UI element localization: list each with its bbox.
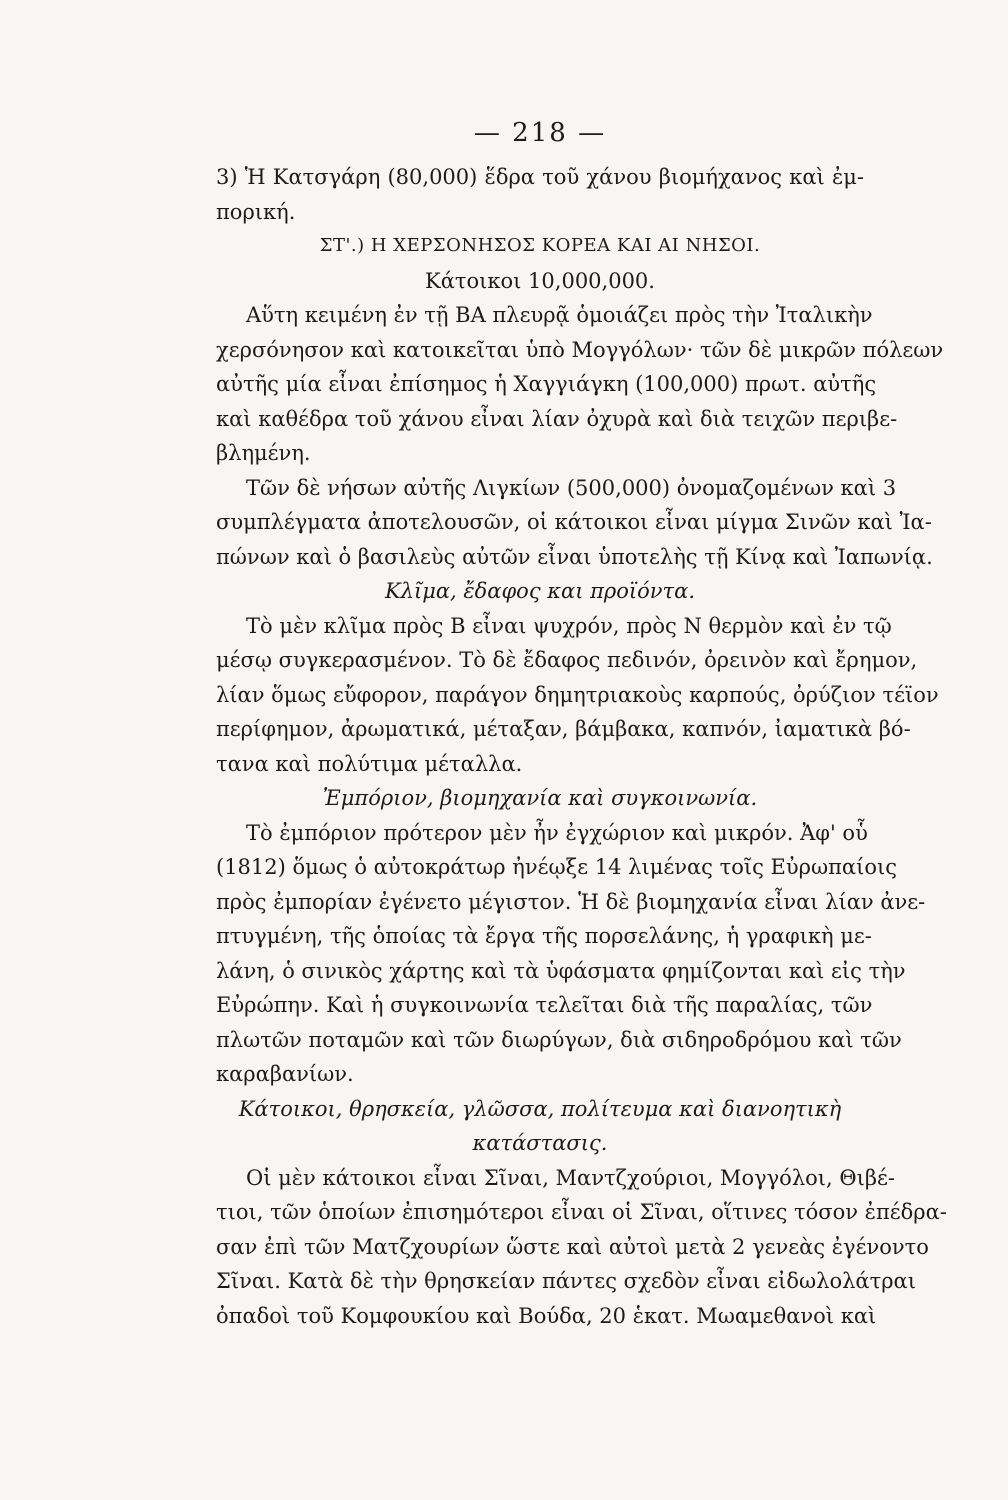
text-line: πορική.: [216, 199, 296, 224]
page-number: — 218 —: [473, 118, 607, 148]
subsection-heading-continued: κατάστασις.: [472, 1131, 608, 1155]
text-line: Τῶν δὲ νήσων αὐτῆς Λιγκίων (500,000) ὀνομαζομένων καὶ 3: [246, 475, 897, 500]
text-line: Αὕτη κειμένη ἐν τῇ ΒΑ πλευρᾷ ὁμοιάζει πρὸς τὴν Ἰταλικὴν: [246, 303, 873, 327]
subsection-heading: Κλῖμα, ἔδαφος και προϊόντα.: [384, 579, 696, 603]
text-line: τανα καὶ πολύτιμα μέταλλα.: [216, 751, 523, 776]
text-line: πλωτῶν ποταμῶν καὶ τῶν διωρύγων, διὰ σιδηροδρόμου καὶ τῶν: [216, 1027, 902, 1052]
text-line: πρὸς ἐμπορίαν ἐγένετο μέγιστον. Ἡ δὲ βιομηχανία εἶναι λίαν ἀνε-: [216, 889, 926, 914]
text-line: καραβανίων.: [216, 1062, 354, 1086]
text-line: περίφημον, ἀρωματικά, μέταξαν, βάμβακα, καπνόν, ἰαματικὰ βό-: [216, 717, 911, 741]
text-line: χερσόνησον καὶ κατοικεῖται ὑπὸ Μογγόλων· τῶν δὲ μικρῶν πόλεων: [216, 337, 944, 362]
text-line: καὶ καθέδρα τοῦ χάνου εἶναι λίαν ὀχυρὰ καὶ διὰ τειχῶν περιβε-: [216, 406, 898, 431]
text-line: (1812) ὅμως ὁ αὐτοκράτωρ ἠνέῳξε 14 λιμένας τοῖς Εὐρωπαίοις: [216, 855, 897, 879]
population-line: Κάτοικοι 10,000,000.: [425, 268, 655, 293]
text-line: Τὸ ἐμπόριον πρότερον μὲν ἦν ἐγχώριον καὶ μικρόν. Ἀφ' οὗ: [246, 820, 868, 845]
text-line: βλημένη.: [216, 441, 311, 465]
text-line: συμπλέγματα ἀποτελουσῶν, οἱ κάτοικοι εἶναι μίγμα Σινῶν καὶ Ἰα-: [216, 510, 932, 534]
text-line: αὐτῆς μία εἶναι ἐπίσημος ἡ Χαγγιάγκη (100,000) πρωτ. αὐτῆς: [216, 372, 877, 396]
text-line: 3) Ἡ Κατσγάρη (80,000) ἕδρα τοῦ χάνου βιομήχανος καὶ ἐμ-: [216, 165, 864, 189]
text-line: μέσῳ συγκερασμένον. Τὸ δὲ ἔδαφος πεδινόν, ὀρεινὸν καὶ ἔρημον,: [216, 648, 918, 672]
text-line: πώνων καὶ ὁ βασιλεὺς αὐτῶν εἶναι ὑποτελὴς τῇ Κίνᾳ καὶ Ἰαπωνίᾳ.: [216, 544, 933, 569]
text-line: πτυγμένη, τῆς ὁποίας τὰ ἔργα τῆς πορσελάνης, ἡ γραφικὴ με-: [216, 924, 872, 948]
text-line: λίαν ὅμως εὔφορον, παράγον δημητριακοὺς καρπούς, ὀρύζιον τέϊον: [216, 682, 939, 707]
text-line: τιοι, τῶν ὁποίων ἐπισημότεροι εἶναι οἱ Σῖναι, οἵτινες τόσον ἐπέδρα-: [216, 1200, 947, 1224]
text-line: Εὐρώπην. Καὶ ἡ συγκοινωνία τελεῖται διὰ τῆς παραλίας, τῶν: [216, 993, 873, 1017]
text-line: Σῖναι. Κατὰ δὲ τὴν θρησκείαν πάντες σχεδὸν εἶναι εἰδωλολάτραι: [216, 1269, 916, 1293]
text-line: σαν ἐπὶ τῶν Ματζχουρίων ὥστε καὶ αὐτοὶ μετὰ 2 γενεὰς ἐγένοντο: [216, 1234, 929, 1259]
subsection-heading: Ἐμπόριον, βιομηχανία καὶ συγκοινωνία.: [322, 786, 758, 810]
section-heading: ΣΤ'.) Η ΧΕΡΣΟΝΗΣΟΣ ΚΟΡΕΑ ΚΑΙ ΑΙ ΝΗΣΟΙ.: [319, 235, 761, 256]
text-line: Οἱ μὲν κάτοικοι εἶναι Σῖναι, Μαντζχούριοι, Μογγόλοι, Θιβέ-: [246, 1165, 895, 1190]
subsection-heading: Κάτοικοι, θρησκεία, γλῶσσα, πολίτευμα καὶ διανοητικὴ: [238, 1096, 842, 1121]
text-line: Τὸ μὲν κλῖμα πρὸς Β εἶναι ψυχρόν, πρὸς Ν θερμὸν καὶ ἐν τῷ: [246, 613, 892, 638]
text-line: ὀπαδοὶ τοῦ Κομφουκίου καὶ Βούδα, 20 ἑκατ. Μωαμεθανοὶ καὶ: [216, 1303, 877, 1328]
book-page: [216, 118, 947, 1333]
text-line: λάνη, ὁ σινικὸς χάρτης καὶ τὰ ὑφάσματα φημίζονται καὶ εἰς τὴν: [216, 958, 906, 983]
